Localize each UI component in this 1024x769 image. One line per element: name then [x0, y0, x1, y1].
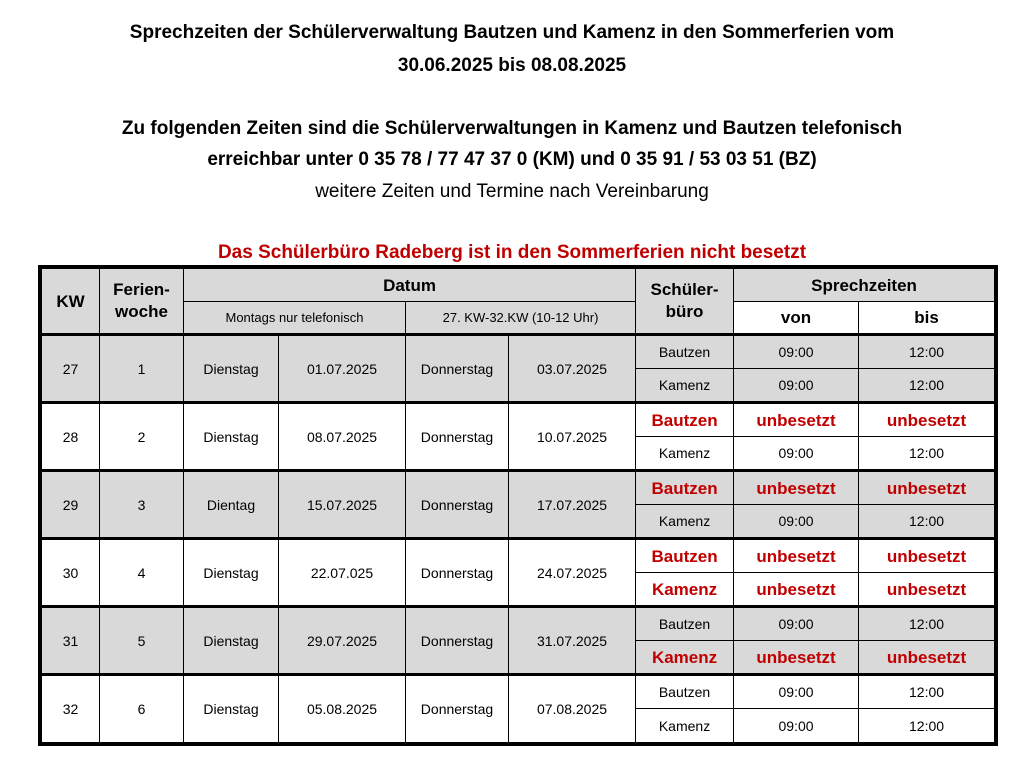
cell-office: Bautzen [636, 539, 734, 573]
cell-office: Kamenz [636, 437, 734, 471]
cell-bis: unbesetzt [859, 641, 995, 675]
cell-ferienwoche: 1 [100, 335, 184, 403]
cell-day2: Donnerstag [406, 607, 509, 675]
table-row [42, 335, 995, 369]
cell-bis: 12:00 [859, 607, 995, 641]
cell-office: Kamenz [636, 709, 734, 743]
cell-office: Bautzen [636, 675, 734, 709]
col-schuelerbuero: Schüler- büro [636, 269, 734, 335]
cell-von: 09:00 [734, 505, 859, 539]
cell-date2: 17.07.2025 [509, 471, 636, 539]
cell-von: 09:00 [734, 675, 859, 709]
cell-office: Bautzen [636, 403, 734, 437]
cell-bis: 12:00 [859, 369, 995, 403]
cell-day1: Dienstag [184, 539, 279, 607]
cell-office: Kamenz [636, 573, 734, 607]
cell-office: Bautzen [636, 335, 734, 369]
cell-date2: 24.07.2025 [509, 539, 636, 607]
radeberg-notice: Das Schülerbüro Radeberg ist in den Sommerferien nicht besetzt [217, 242, 807, 263]
cell-date1: 22.07.025 [279, 539, 406, 607]
cell-office: Bautzen [636, 471, 734, 505]
cell-date1: 05.08.2025 [279, 675, 406, 743]
col-kw: KW [42, 269, 100, 335]
cell-day1: Dienstag [184, 675, 279, 743]
cell-von: unbesetzt [734, 403, 859, 437]
cell-von: unbesetzt [734, 573, 859, 607]
cell-date2: 31.07.2025 [509, 607, 636, 675]
cell-von: unbesetzt [734, 539, 859, 573]
cell-date2: 03.07.2025 [509, 335, 636, 403]
table-row [42, 607, 995, 641]
cell-von: 09:00 [734, 437, 859, 471]
table-row [42, 403, 995, 437]
cell-day1: Dienstag [184, 335, 279, 403]
cell-day2: Donnerstag [406, 539, 509, 607]
table-row [42, 471, 995, 505]
col-sprechzeiten: Sprechzeiten [734, 269, 995, 302]
cell-von: 09:00 [734, 369, 859, 403]
cell-bis: 12:00 [859, 505, 995, 539]
cell-bis: unbesetzt [859, 403, 995, 437]
sub-von: von [734, 302, 859, 335]
cell-bis: unbesetzt [859, 471, 995, 505]
cell-von: 09:00 [734, 607, 859, 641]
cell-day2: Donnerstag [406, 675, 509, 743]
cell-von: 09:00 [734, 335, 859, 369]
cell-kw: 31 [42, 607, 100, 675]
cell-von: unbesetzt [734, 641, 859, 675]
cell-von: unbesetzt [734, 471, 859, 505]
cell-day1: Dienstag [184, 403, 279, 471]
cell-office: Kamenz [636, 369, 734, 403]
cell-date1: 29.07.2025 [279, 607, 406, 675]
table-body [42, 335, 995, 743]
cell-bis: unbesetzt [859, 573, 995, 607]
cell-bis: 12:00 [859, 335, 995, 369]
cell-office: Kamenz [636, 505, 734, 539]
cell-kw: 29 [42, 471, 100, 539]
title-date-range: 30.06.2025 bis 08.08.2025 [397, 55, 627, 76]
cell-date1: 01.07.2025 [279, 335, 406, 403]
cell-office: Bautzen [636, 607, 734, 641]
phone-info-line-2: erreichbar unter 0 35 78 / 77 47 37 0 (KM) und 0 35 91 / 53 03 51 (BZ) [207, 149, 817, 170]
cell-day2: Donnerstag [406, 471, 509, 539]
col-ferienwoche: Ferien- woche [100, 269, 184, 335]
schedule-table [41, 268, 995, 743]
cell-date1: 08.07.2025 [279, 403, 406, 471]
cell-ferienwoche: 4 [100, 539, 184, 607]
cell-kw: 28 [42, 403, 100, 471]
cell-ferienwoche: 5 [100, 607, 184, 675]
cell-ferienwoche: 6 [100, 675, 184, 743]
cell-office: Kamenz [636, 641, 734, 675]
table-row [42, 539, 995, 573]
cell-ferienwoche: 3 [100, 471, 184, 539]
phone-info-line-1: Zu folgenden Zeiten sind die Schülerverwaltungen in Kamenz und Bautzen telefonisch [121, 118, 903, 139]
sub-kw-range: 27. KW-32.KW (10-12 Uhr) [406, 302, 636, 335]
cell-kw: 27 [42, 335, 100, 403]
cell-day2: Donnerstag [406, 403, 509, 471]
title-line-1: Sprechzeiten der Schülerverwaltung Bautzen und Kamenz in den Sommerferien vom [129, 22, 895, 43]
sub-bis: bis [859, 302, 995, 335]
cell-date1: 15.07.2025 [279, 471, 406, 539]
col-datum: Datum [184, 269, 636, 302]
cell-day2: Donnerstag [406, 335, 509, 403]
cell-date2: 10.07.2025 [509, 403, 636, 471]
table-row [42, 675, 995, 709]
cell-day1: Dienstag [184, 607, 279, 675]
cell-date2: 07.08.2025 [509, 675, 636, 743]
cell-bis: unbesetzt [859, 539, 995, 573]
cell-ferienwoche: 2 [100, 403, 184, 471]
cell-kw: 30 [42, 539, 100, 607]
cell-bis: 12:00 [859, 675, 995, 709]
cell-bis: 12:00 [859, 437, 995, 471]
appointment-note: weitere Zeiten und Termine nach Vereinbarung [315, 181, 709, 202]
table-header [42, 269, 995, 335]
cell-von: 09:00 [734, 709, 859, 743]
cell-day1: Dientag [184, 471, 279, 539]
cell-bis: 12:00 [859, 709, 995, 743]
cell-kw: 32 [42, 675, 100, 743]
sub-montags: Montags nur telefonisch [184, 302, 406, 335]
